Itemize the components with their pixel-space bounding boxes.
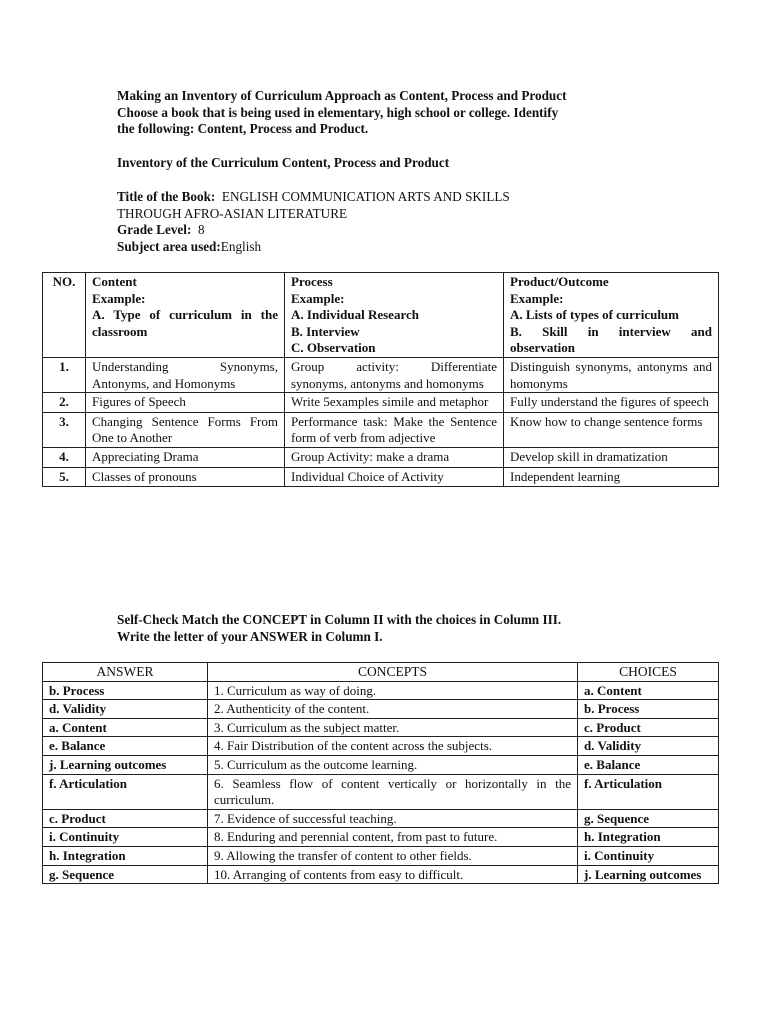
header-choices: CHOICES [578, 663, 719, 682]
header-content-example: Example: [92, 290, 146, 306]
table-row [43, 846, 719, 865]
table-row [43, 865, 719, 884]
intro-paragraph [117, 88, 677, 138]
row-product: Distinguish synonyms, antonyms and homonyms [504, 357, 719, 392]
selfcheck-header-row [43, 663, 719, 682]
row-content: Figures of Speech [86, 393, 285, 413]
subject-value: English [220, 238, 262, 254]
answer-cell: i. Continuity [43, 828, 208, 847]
row-product: Develop skill in dramatization [504, 447, 719, 467]
choice-cell: j. Learning outcomes [578, 865, 719, 884]
table-row [43, 467, 719, 487]
answer-cell: a. Content [43, 718, 208, 737]
book-info [117, 189, 677, 255]
inventory-table [42, 272, 719, 487]
concept-cell: 10. Arranging of contents from easy to difficult. [208, 865, 578, 884]
book-title-value-1: ENGLISH COMMUNICATION ARTS AND SKILLS [221, 189, 510, 204]
grade-value: 8 [197, 222, 205, 238]
header-process-title: Process [291, 274, 333, 289]
row-no: 3. [43, 412, 86, 447]
book-title-value-2: THROUGH AFRO-ASIAN LITERATURE [117, 205, 348, 221]
row-product: Know how to change sentence forms [504, 412, 719, 447]
table-row [43, 393, 719, 413]
answer-cell: f. Articulation [43, 774, 208, 809]
table-row [43, 681, 719, 700]
choice-cell: c. Product [578, 718, 719, 737]
grade-label: Grade Level: [117, 222, 192, 238]
answer-cell: j. Learning outcomes [43, 755, 208, 774]
concept-cell: 2. Authenticity of the content. [208, 700, 578, 719]
concept-cell: 1. Curriculum as way of doing. [208, 681, 578, 700]
intro-line-3: the following: Content, Process and Product. [117, 121, 369, 137]
table-row [43, 412, 719, 447]
header-product-item-b: B. Skill in interview and observation [510, 323, 712, 356]
concept-cell: 3. Curriculum as the subject matter. [208, 718, 578, 737]
answer-cell: h. Integration [43, 846, 208, 865]
header-content [86, 273, 285, 358]
header-process-item-b: B. Interview [291, 323, 360, 339]
row-process: Group activity: Differentiate synonyms, antonyms and homonyms [285, 357, 504, 392]
choice-cell: d. Validity [578, 737, 719, 756]
intro-line-2: Choose a book that is being used in elementary, high school or college. Identify [117, 104, 559, 120]
header-process-item-c: C. Observation [291, 340, 376, 356]
header-product [504, 273, 719, 358]
concept-cell: 6. Seamless flow of content vertically or horizontally in the curriculum. [208, 774, 578, 809]
row-no: 1. [43, 357, 86, 392]
concept-cell: 8. Enduring and perennial content, from past to future. [208, 828, 578, 847]
table-row [43, 809, 719, 828]
inventory-heading: Inventory of the Curriculum Content, Process and Product [117, 155, 450, 170]
concept-cell: 7. Evidence of successful teaching. [208, 809, 578, 828]
header-answer: ANSWER [43, 663, 208, 682]
answer-cell: d. Validity [43, 700, 208, 719]
choice-cell: g. Sequence [578, 809, 719, 828]
book-title-label: Title of the Book: [117, 189, 216, 204]
table-row [43, 774, 719, 809]
header-concepts: CONCEPTS [208, 663, 578, 682]
selfcheck-instructions [117, 612, 677, 645]
choice-cell: a. Content [578, 681, 719, 700]
row-process: Group Activity: make a drama [285, 447, 504, 467]
answer-cell: g. Sequence [43, 865, 208, 884]
answer-cell: b. Process [43, 681, 208, 700]
choice-cell: b. Process [578, 700, 719, 719]
table-row [43, 755, 719, 774]
header-product-title: Product/Outcome [510, 274, 609, 289]
selfcheck-line-1: Self-Check Match the CONCEPT in Column II with the choices in Column III. [117, 612, 562, 627]
header-process [285, 273, 504, 358]
concept-cell: 9. Allowing the transfer of content to other fields. [208, 846, 578, 865]
row-process: Performance task: Make the Sentence form of verb from adjective [285, 412, 504, 447]
header-process-item-a: A. Individual Research [291, 307, 419, 323]
row-content: Understanding Synonyms, Antonyms, and Homonyms [86, 357, 285, 392]
row-no: 5. [43, 467, 86, 487]
header-process-example: Example: [291, 290, 345, 306]
table-row [43, 700, 719, 719]
row-no: 4. [43, 447, 86, 467]
selfcheck-table [42, 662, 719, 884]
table-row [43, 447, 719, 467]
row-content: Changing Sentence Forms From One to Another [86, 412, 285, 447]
header-content-title: Content [92, 274, 137, 289]
row-product: Fully understand the figures of speech [504, 393, 719, 413]
row-product: Independent learning [504, 467, 719, 487]
table-row [43, 737, 719, 756]
header-no: NO. [43, 273, 86, 358]
row-content: Classes of pronouns [86, 467, 285, 487]
subject-label: Subject area used: [117, 238, 221, 254]
header-content-item: A. Type of curriculum in the classroom [92, 307, 278, 339]
header-product-example: Example: [510, 290, 564, 306]
header-product-item-a: A. Lists of types of curriculum [510, 307, 679, 323]
answer-cell: c. Product [43, 809, 208, 828]
choice-cell: e. Balance [578, 755, 719, 774]
inventory-header-row [43, 273, 719, 358]
row-process: Individual Choice of Activity [285, 467, 504, 487]
choice-cell: h. Integration [578, 828, 719, 847]
table-row [43, 357, 719, 392]
table-row [43, 828, 719, 847]
choice-cell: i. Continuity [578, 846, 719, 865]
choice-cell: f. Articulation [578, 774, 719, 809]
intro-line-1: Making an Inventory of Curriculum Approach as Content, Process and Product [117, 88, 567, 103]
answer-cell: e. Balance [43, 737, 208, 756]
row-process: Write 5examples simile and metaphor [285, 393, 504, 413]
concept-cell: 5. Curriculum as the outcome learning. [208, 755, 578, 774]
row-no: 2. [43, 393, 86, 413]
concept-cell: 4. Fair Distribution of the content across the subjects. [208, 737, 578, 756]
row-content: Appreciating Drama [86, 447, 285, 467]
table-row [43, 718, 719, 737]
selfcheck-line-2: Write the letter of your ANSWER in Column I. [117, 628, 383, 644]
